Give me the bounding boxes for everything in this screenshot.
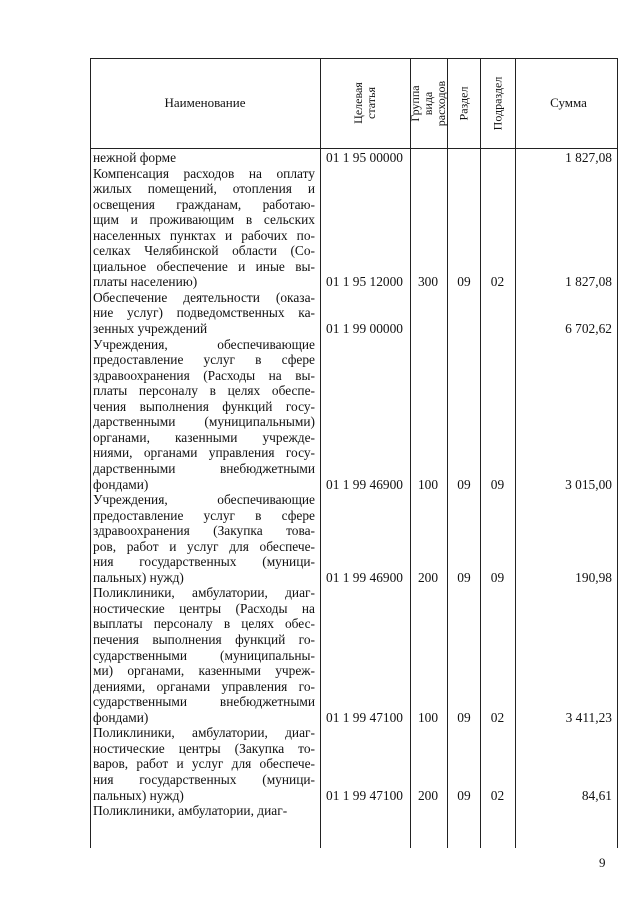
row-code: 01 1 99 00000 xyxy=(326,321,403,337)
row-group: 300 xyxy=(417,274,439,290)
row-sum: 6 702,62 xyxy=(565,321,612,337)
row-sum: 190,98 xyxy=(575,569,612,585)
row-name xyxy=(93,725,315,803)
row-section: 09 xyxy=(457,476,471,492)
row-name xyxy=(93,492,315,585)
grid-line xyxy=(515,58,516,848)
grid-line xyxy=(617,58,618,848)
row-name-line: ния государственных (муници- xyxy=(93,554,315,570)
row-code: 01 1 99 47100 xyxy=(326,787,403,803)
row-name-line: Учреждения, обеспечивающие xyxy=(93,492,315,508)
row-name-line: циальное обеспечение и иные вы- xyxy=(93,258,315,274)
row-name-line: выплаты персоналу в целях обес- xyxy=(93,616,315,632)
row-name-line: чения выполнения функций госу- xyxy=(93,398,315,414)
header-subsection-cell xyxy=(480,58,515,148)
row-subsection: 02 xyxy=(490,787,505,803)
grid-line xyxy=(480,58,481,848)
row-name-line: освещения гражданам, работаю- xyxy=(93,196,315,212)
row-name-line: ния государственных (муници- xyxy=(93,771,315,787)
row-name-line: пальных) нужд) xyxy=(93,569,184,585)
page-number: 9 xyxy=(599,855,606,870)
row-name-line: Поликлиники, амбулатории, диаг- xyxy=(93,725,315,741)
row-name xyxy=(93,290,315,337)
row-name-line: жилых помещений, отопления и xyxy=(93,181,315,197)
row-name-line: ностические центры (Закупка то- xyxy=(93,740,315,756)
header-section-cell xyxy=(447,58,480,148)
row-name-line: ностические центры (Расходы на xyxy=(93,600,315,616)
row-sum: 84,61 xyxy=(581,787,612,803)
header-code-cell xyxy=(320,58,410,148)
row-name-line: дарственными внебюджетными xyxy=(93,460,315,476)
row-name xyxy=(93,150,315,166)
row-section: 09 xyxy=(457,787,471,803)
row-name xyxy=(93,166,315,290)
row-name-line: ние услуг) подведомственных ка- xyxy=(93,305,315,321)
row-sum: 1 827,08 xyxy=(565,274,612,290)
row-name xyxy=(93,585,315,725)
row-code: 01 1 99 47100 xyxy=(326,709,403,725)
row-name-line: дарственными (муниципальными) xyxy=(93,414,315,430)
row-name-line: Компенсация расходов на оплату xyxy=(93,165,315,181)
row-name xyxy=(93,337,315,492)
row-name-line: нежной форме xyxy=(93,150,177,165)
header-name: Наименование xyxy=(164,95,246,110)
row-name-line: Поликлиники, амбулатории, диаг- xyxy=(93,803,288,819)
row-name-line: щим и проживающим в сельских xyxy=(93,212,315,228)
row-name-line: фондами) xyxy=(93,476,149,492)
row-section: 09 xyxy=(457,709,471,725)
grid-line xyxy=(447,58,448,848)
row-code: 01 1 95 12000 xyxy=(326,274,403,290)
row-name-line: ров, работ и услуг для обеспече- xyxy=(93,538,315,554)
row-subsection: 02 xyxy=(490,709,505,725)
row-group: 100 xyxy=(417,709,439,725)
row-code: 01 1 95 00000 xyxy=(326,150,403,165)
header-group-cell xyxy=(410,58,447,148)
row-code: 01 1 99 46900 xyxy=(326,569,403,585)
row-subsection: 09 xyxy=(490,569,505,585)
row-name-line: здравоохранения (Закупка това- xyxy=(93,523,315,539)
row-name-line: ниями, органами управления госу- xyxy=(93,445,315,461)
row-sum: 3 015,00 xyxy=(565,476,612,492)
row-group: 200 xyxy=(417,787,439,803)
row-sum: 1 827,08 xyxy=(565,150,612,165)
grid-line xyxy=(90,148,617,149)
row-sum: 3 411,23 xyxy=(565,709,612,725)
row-name-line: органами, казенными учрежде- xyxy=(93,429,315,445)
header-group: Группа вида расходов xyxy=(408,80,448,126)
header-code: Целевая статья xyxy=(351,82,378,124)
row-name-line: сударственными (муниципальны- xyxy=(93,647,315,663)
row-group: 200 xyxy=(417,569,439,585)
row-section: 09 xyxy=(457,274,471,290)
budget-table xyxy=(90,58,617,848)
row-name-line: фондами) xyxy=(93,709,149,725)
row-group: 100 xyxy=(417,476,439,492)
grid-line xyxy=(90,58,91,848)
row-name-line: Обеспечение деятельности (оказа- xyxy=(93,289,315,305)
header-section: Раздел xyxy=(456,86,471,120)
row-name-line: зенных учреждений xyxy=(93,321,208,337)
header-subsection: Подраздел xyxy=(490,76,505,130)
row-name-line: предоставление услуг в сфере xyxy=(93,352,315,368)
row-name-line: пальных) нужд) xyxy=(93,787,184,803)
row-name-line: платы населению) xyxy=(93,274,198,290)
row-name-line: печения выполнения функций го- xyxy=(93,632,315,648)
row-name-line: варов, работ и услуг для обеспече- xyxy=(93,756,315,772)
row-name-line: Учреждения, обеспечивающие xyxy=(93,336,315,352)
row-name-line: платы персоналу в целях обеспе- xyxy=(93,383,315,399)
row-name xyxy=(93,803,315,819)
row-name-line: дениями, органами управления го- xyxy=(93,678,315,694)
row-name-line: здравоохранения (Расходы на вы- xyxy=(93,367,315,383)
row-section: 09 xyxy=(457,569,471,585)
row-name-line: ми) органами, казенными учреж- xyxy=(93,663,315,679)
row-code: 01 1 99 46900 xyxy=(326,476,403,492)
row-name-line: населенных пунктах и рабочих по- xyxy=(93,227,315,243)
row-name-line: Поликлиники, амбулатории, диаг- xyxy=(93,585,315,601)
grid-line xyxy=(410,58,411,848)
row-subsection: 09 xyxy=(490,476,505,492)
row-name-line: предоставление услуг в сфере xyxy=(93,507,315,523)
row-name-line: сударственными внебюджетными xyxy=(93,694,315,710)
header-sum: Сумма xyxy=(550,95,587,110)
row-subsection: 02 xyxy=(490,274,505,290)
grid-line xyxy=(320,58,321,848)
row-name-line: селках Челябинской области (Со- xyxy=(93,243,315,259)
